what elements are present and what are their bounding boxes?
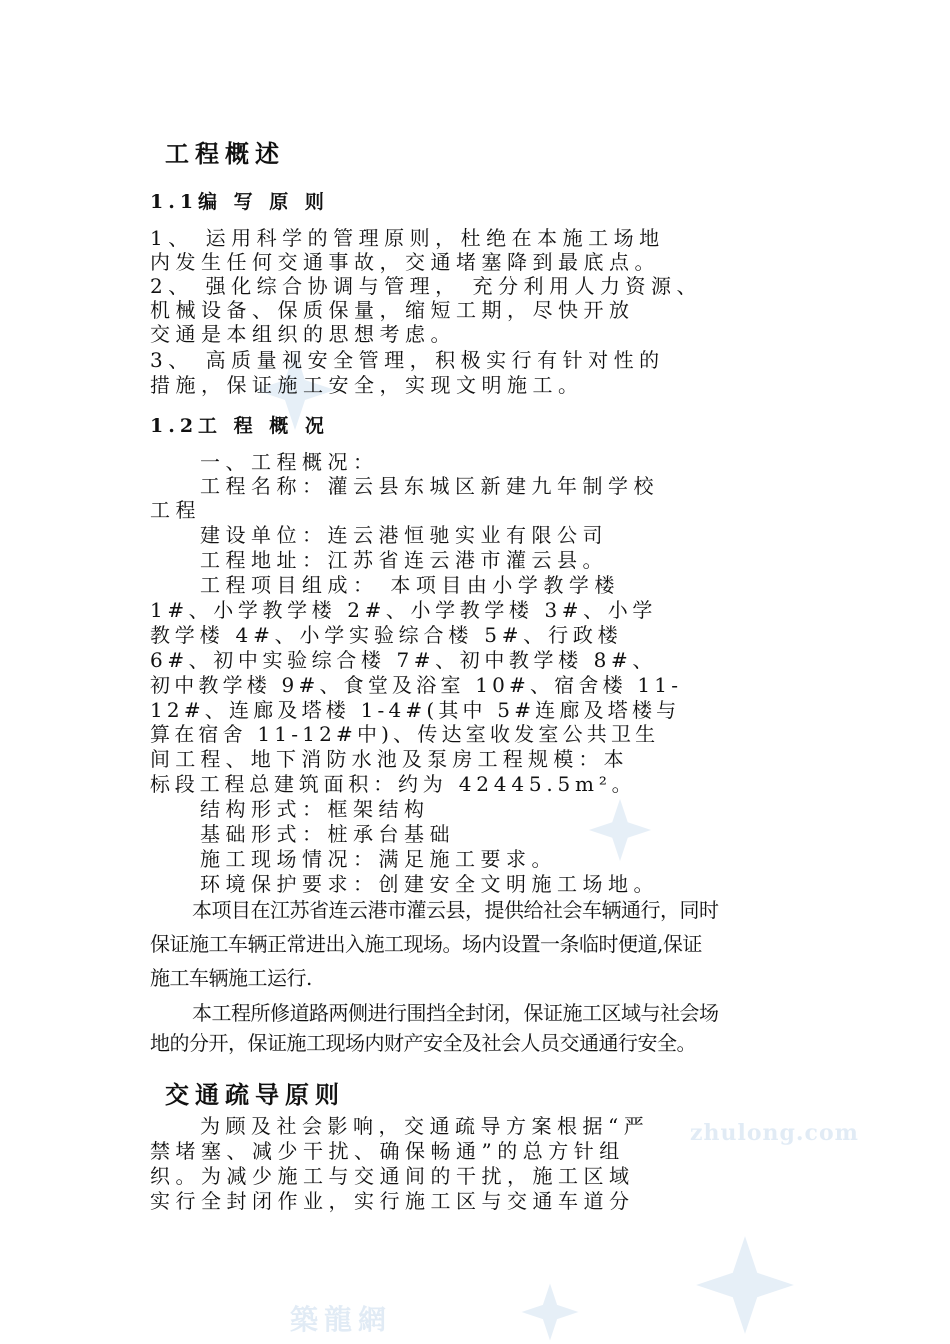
watermark-snowflake-icon: [690, 1230, 800, 1340]
overview-line: 环境保护要求：创建安全文明施工场地。: [200, 872, 659, 896]
principle-line: 1、 运用科学的管理原则，杜绝在本施工场地: [150, 226, 665, 250]
paragraph-line: 施工车辆施工运行.: [150, 966, 312, 990]
paragraph-line: 本工程所修道路两侧进行围挡全封闭，保证施工区域与社会场: [192, 1001, 719, 1025]
paragraph-line: 本项目在江苏省连云港市灌云县，提供给社会车辆通行，同时: [192, 898, 719, 922]
title-engineering-overview: 工程概述: [165, 139, 285, 168]
overview-line: 工程地址：江苏省连云港市灌云县。: [200, 548, 608, 572]
overview-line: 1#、小学教学楼 2#、小学教学楼 3#、小学: [150, 598, 657, 622]
overview-line: 初中教学楼 9#、食堂及浴室 10#、宿舍楼 11-: [150, 673, 683, 697]
watermark-snowflake-icon: [585, 795, 655, 865]
paragraph-line: 地的分开，保证施工现场内财产安全及社会人员交通通行安全。: [150, 1031, 696, 1055]
overview-line: 工程名称：灌云县东城区新建九年制学校: [200, 474, 659, 498]
paragraph-line: 保证施工车辆正常进出入施工现场。场内设置一条临时便道,保证: [150, 932, 702, 956]
principle-line: 3、 高质量视安全管理，积极实行有针对性的: [150, 348, 665, 372]
principle-line: 内发生任何交通事故，交通堵塞降到最底点。: [150, 250, 660, 274]
overview-line: 建设单位：连云港恒驰实业有限公司: [200, 523, 608, 547]
overview-line: 工程: [150, 498, 201, 522]
overview-line: 6#、初中实验综合楼 7#、初中教学楼 8#、: [150, 648, 657, 672]
overview-line: 基础形式：桩承台基础: [200, 822, 455, 846]
principle-line: 措施，保证施工安全，实现文明施工。: [150, 373, 584, 397]
overview-line: 一、工程概况：: [200, 450, 379, 474]
traffic-line: 织。为减少施工与交通间的干扰，施工区域: [150, 1164, 635, 1188]
principle-line: 2、 强化综合协调与管理， 充分利用人力资源、: [150, 274, 702, 298]
heading-1-1: 1.1编 写 原 则: [150, 191, 329, 213]
overview-line: 间工程、地下消防水池及泵房工程规模：本: [150, 747, 629, 771]
watermark-url-text: zhulong.com: [690, 1120, 859, 1146]
title-traffic-principles: 交通疏导原则: [165, 1080, 345, 1109]
overview-line: 算在宿舍 11-12#中)、传达室收发室公共卫生: [150, 722, 660, 746]
principle-line: 交通是本组织的思想考虑。: [150, 322, 456, 346]
traffic-line: 禁堵塞、减少干扰、确保畅通”的总方针组: [150, 1139, 625, 1163]
watermark-snowflake-icon: [515, 1280, 585, 1344]
overview-line: 结构形式：框架结构: [200, 797, 430, 821]
overview-line: 工程项目组成： 本项目由小学教学楼: [200, 573, 620, 597]
principle-line: 机械设备、保质保量，缩短工期，尽快开放: [150, 298, 635, 322]
watermark-logo-text: 築龍網: [290, 1303, 393, 1336]
heading-1-2: 1.2工 程 概 况: [150, 415, 329, 437]
traffic-line: 为顾及社会影响，交通疏导方案根据“严: [200, 1114, 650, 1138]
overview-line: 标段工程总建筑面积：约为 42445.5m²。: [150, 772, 637, 796]
traffic-line: 实行全封闭作业，实行施工区与交通车道分: [150, 1189, 635, 1213]
overview-line: 12#、连廊及塔楼 1-4#(其中 5#连廊及塔楼与: [150, 698, 681, 722]
overview-line: 教学楼 4#、小学实验综合楼 5#、行政楼: [150, 623, 623, 647]
overview-line: 施工现场情况：满足施工要求。: [200, 847, 557, 871]
